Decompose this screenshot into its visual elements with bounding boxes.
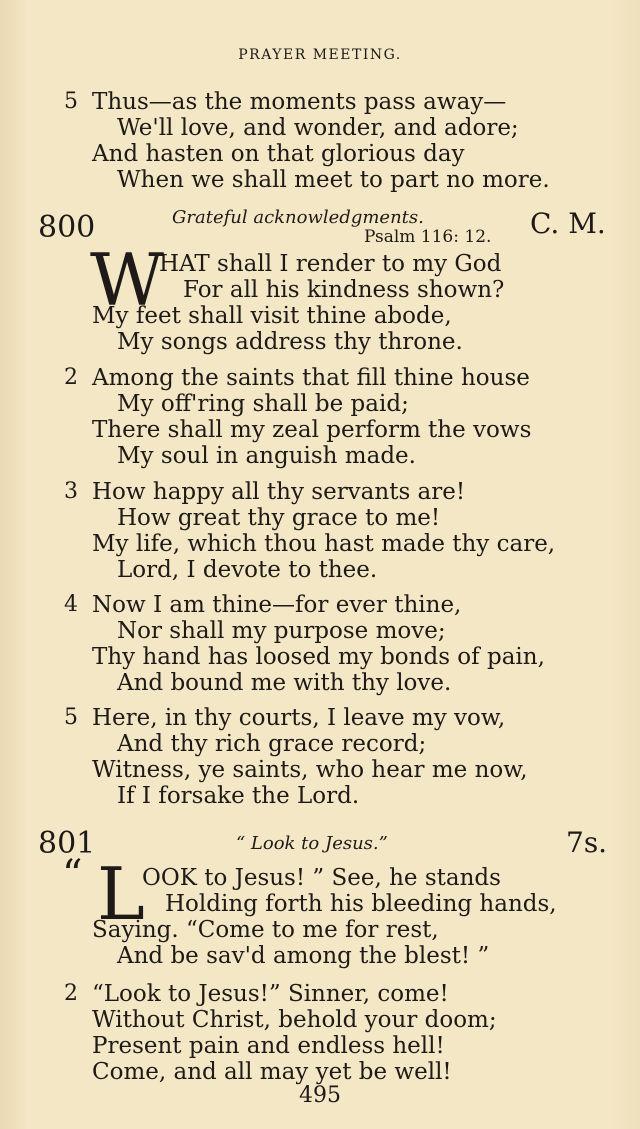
verse-line: If I forsake the Lord. xyxy=(117,783,360,809)
verse-line: Without Christ, behold your doom; xyxy=(92,1007,497,1033)
verse-line: Thus—as the moments pass away— xyxy=(92,89,507,115)
page-number: 495 xyxy=(299,1083,341,1108)
drop-cap: L xyxy=(97,852,145,936)
running-header: PRAYER MEETING. xyxy=(238,47,402,63)
verse-line: How happy all thy servants are! xyxy=(92,479,466,505)
verse-line: And be sav'd among the blest! ” xyxy=(117,943,490,969)
stanza-number: 2 xyxy=(64,981,78,1006)
verse-line: For all his kindness shown? xyxy=(183,277,505,303)
verse-line: And bound me with thy love. xyxy=(117,670,452,696)
verse-line: OOK to Jesus! ” See, he stands xyxy=(142,865,501,891)
verse-line: How great thy grace to me! xyxy=(117,505,441,531)
verse-line: Here, in thy courts, I leave my vow, xyxy=(92,705,506,731)
stanza-number: 4 xyxy=(64,592,78,617)
verse-line: Thy hand has loosed my bonds of pain, xyxy=(92,644,545,670)
verse-line: There shall my zeal perform the vows xyxy=(92,417,532,443)
verse-line: HAT shall I render to my God xyxy=(159,251,502,277)
verse-line: My off'ring shall be paid; xyxy=(117,391,409,417)
verse-line: Among the saints that fill thine house xyxy=(92,365,530,391)
hymn-number: 801 xyxy=(38,826,96,861)
verse-line: Holding forth his bleeding hands, xyxy=(165,891,557,917)
verse-line: My soul in anguish made. xyxy=(117,443,416,469)
verse-line: And thy rich grace record; xyxy=(117,731,427,757)
verse-line: We'll love, and wonder, and adore; xyxy=(117,115,519,141)
open-quote-mark: “ xyxy=(62,852,83,898)
hymn-meter: 7s. xyxy=(566,826,608,859)
verse-line: And hasten on that glorious day xyxy=(92,141,465,167)
verse-line: Witness, ye saints, who hear me now, xyxy=(92,757,528,783)
verse-line: Nor shall my purpose move; xyxy=(117,618,446,644)
hymn-meter: C. M. xyxy=(530,207,606,240)
hymn-title: “ Look to Jesus.” xyxy=(236,833,388,854)
verse-line: My songs address thy throne. xyxy=(117,329,463,355)
stanza-number: 5 xyxy=(64,89,78,114)
verse-line: “Look to Jesus!” Sinner, come! xyxy=(92,981,449,1007)
scripture-reference: Psalm 116: 12. xyxy=(364,227,492,247)
verse-line: Now I am thine—for ever thine, xyxy=(92,592,462,618)
verse-line: Lord, I devote to thee. xyxy=(117,557,378,583)
hymn-number: 800 xyxy=(38,210,96,245)
verse-line: Saying. “Come to me for rest, xyxy=(92,917,439,943)
stanza-number: 2 xyxy=(64,365,78,390)
verse-line: Come, and all may yet be well! xyxy=(92,1059,452,1085)
verse-line: When we shall meet to part no more. xyxy=(117,167,550,193)
stanza-number: 5 xyxy=(64,705,78,730)
verse-line: My life, which thou hast made thy care, xyxy=(92,531,556,557)
verse-line: Present pain and endless hell! xyxy=(92,1033,445,1059)
drop-cap: W xyxy=(90,238,165,322)
stanza-number: 3 xyxy=(64,479,78,504)
hymn-title: Grateful acknowledgments. xyxy=(172,207,424,228)
verse-line: My feet shall visit thine abode, xyxy=(92,303,452,329)
